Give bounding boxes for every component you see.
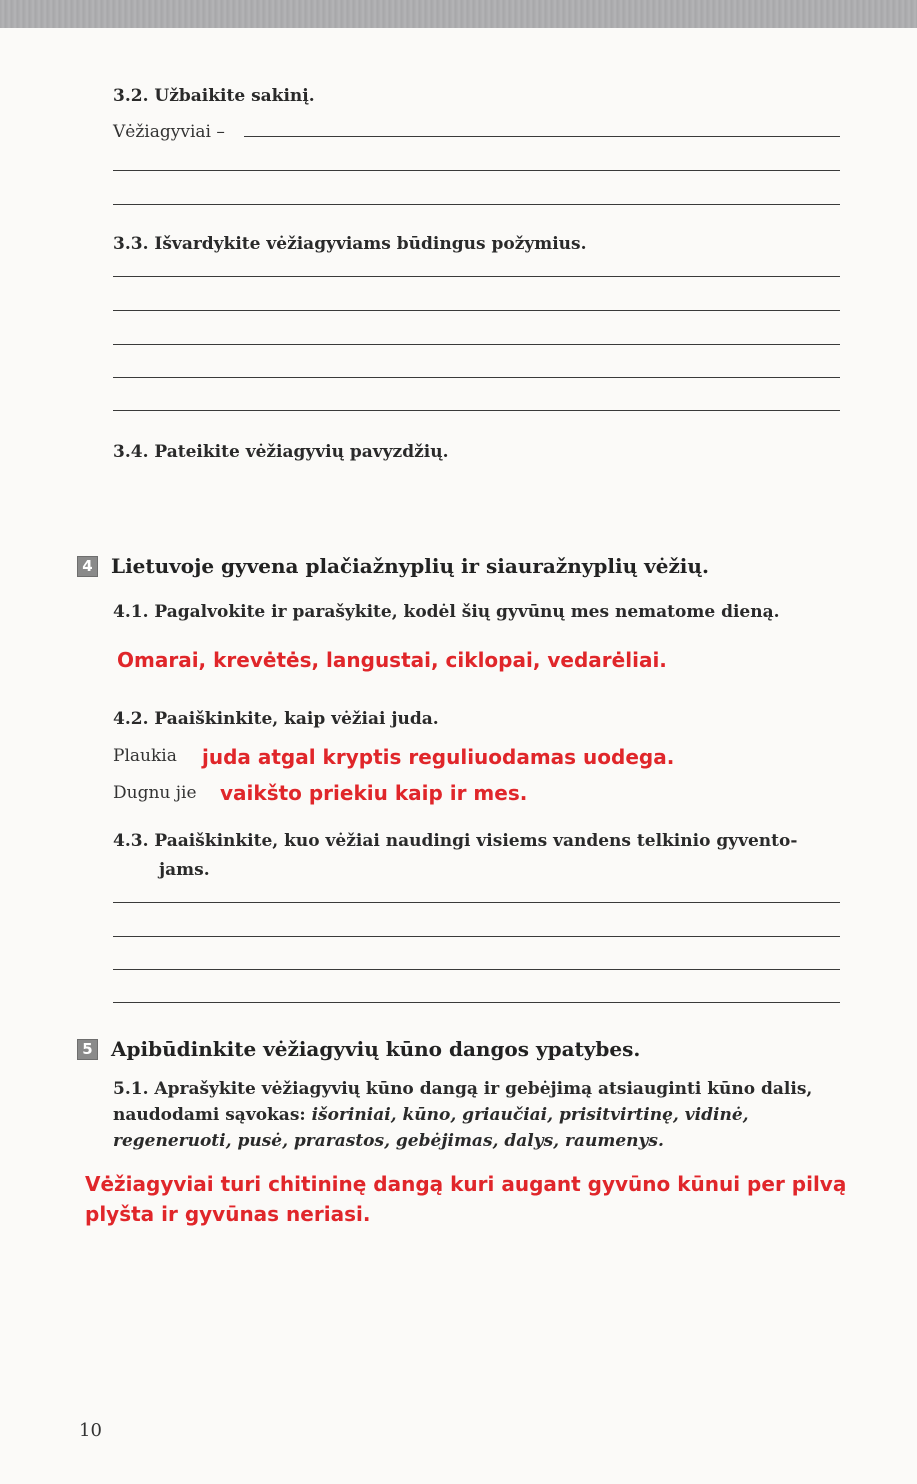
- answer-line[interactable]: [113, 902, 840, 903]
- question-4-3-line1: 4.3. Paaiškinkite, kuo vėžiai naudingi visiems vandens telkinio gyvento-: [113, 831, 798, 851]
- question-5-1-terms: išoriniai, kūno, griaučiai, prisitvirtinę, vidinė, regeneruoti, pusė, prarastos, gebėjimas, dalys, raumenys.: [113, 1105, 749, 1151]
- question-4-3-line2: jams.: [159, 860, 210, 880]
- question-3-2-prompt: Vėžiagyviai –: [113, 122, 225, 142]
- answer-line[interactable]: [113, 410, 840, 411]
- answer-4-1: Omarai, krevėtės, langustai, ciklopai, vedarėliai.: [117, 648, 667, 672]
- answer-line[interactable]: [113, 344, 840, 345]
- answer-4-2-row2: vaikšto priekiu kaip ir mes.: [220, 781, 528, 805]
- section-4-title: Lietuvoje gyvena plačiažnyplių ir siauražnyplių vėžių.: [111, 554, 709, 578]
- answer-line[interactable]: [113, 310, 840, 311]
- question-4-1-title: 4.1. Pagalvokite ir parašykite, kodėl šių gyvūnų mes nematome dieną.: [113, 602, 780, 622]
- question-3-3-title: 3.3. Išvardykite vėžiagyviams būdingus požymius.: [113, 234, 587, 254]
- section-5-badge: 5: [77, 1039, 98, 1060]
- answer-line[interactable]: [244, 136, 840, 137]
- section-4-badge: 4: [77, 556, 98, 577]
- question-3-2-title: 3.2. Užbaikite sakinį.: [113, 86, 315, 106]
- question-5-1-lead: 5.1. Aprašykite vėžiagyvių kūno dangą ir gebėjimą atsiauginti kūno dalis, naudodami sąvokas:: [113, 1079, 813, 1125]
- answer-line[interactable]: [113, 276, 840, 277]
- scan-top-band: [0, 0, 917, 28]
- question-5-1-text: [113, 1076, 843, 1154]
- answer-line[interactable]: [113, 204, 840, 205]
- answer-4-2-row1: juda atgal kryptis reguliuodamas uodega.: [202, 745, 675, 769]
- answer-5-1: Vėžiagyviai turi chitininę dangą kuri augant gyvūno kūnui per pilvą plyšta ir gyvūnas neriasi.: [85, 1172, 847, 1226]
- section-5-title: Apibūdinkite vėžiagyvių kūno dangos ypatybes.: [111, 1037, 641, 1061]
- answer-line[interactable]: [113, 1002, 840, 1003]
- question-4-2-row1-label: Plaukia: [113, 746, 177, 766]
- question-4-2-row2-label: Dugnu jie: [113, 783, 197, 803]
- answer-line[interactable]: [113, 936, 840, 937]
- question-3-4-title: 3.4. Pateikite vėžiagyvių pavyzdžių.: [113, 442, 449, 462]
- answer-line[interactable]: [113, 170, 840, 171]
- answer-line[interactable]: [113, 969, 840, 970]
- page-number: 10: [79, 1420, 102, 1441]
- question-4-2-title: 4.2. Paaiškinkite, kaip vėžiai juda.: [113, 709, 439, 729]
- answer-line[interactable]: [113, 377, 840, 378]
